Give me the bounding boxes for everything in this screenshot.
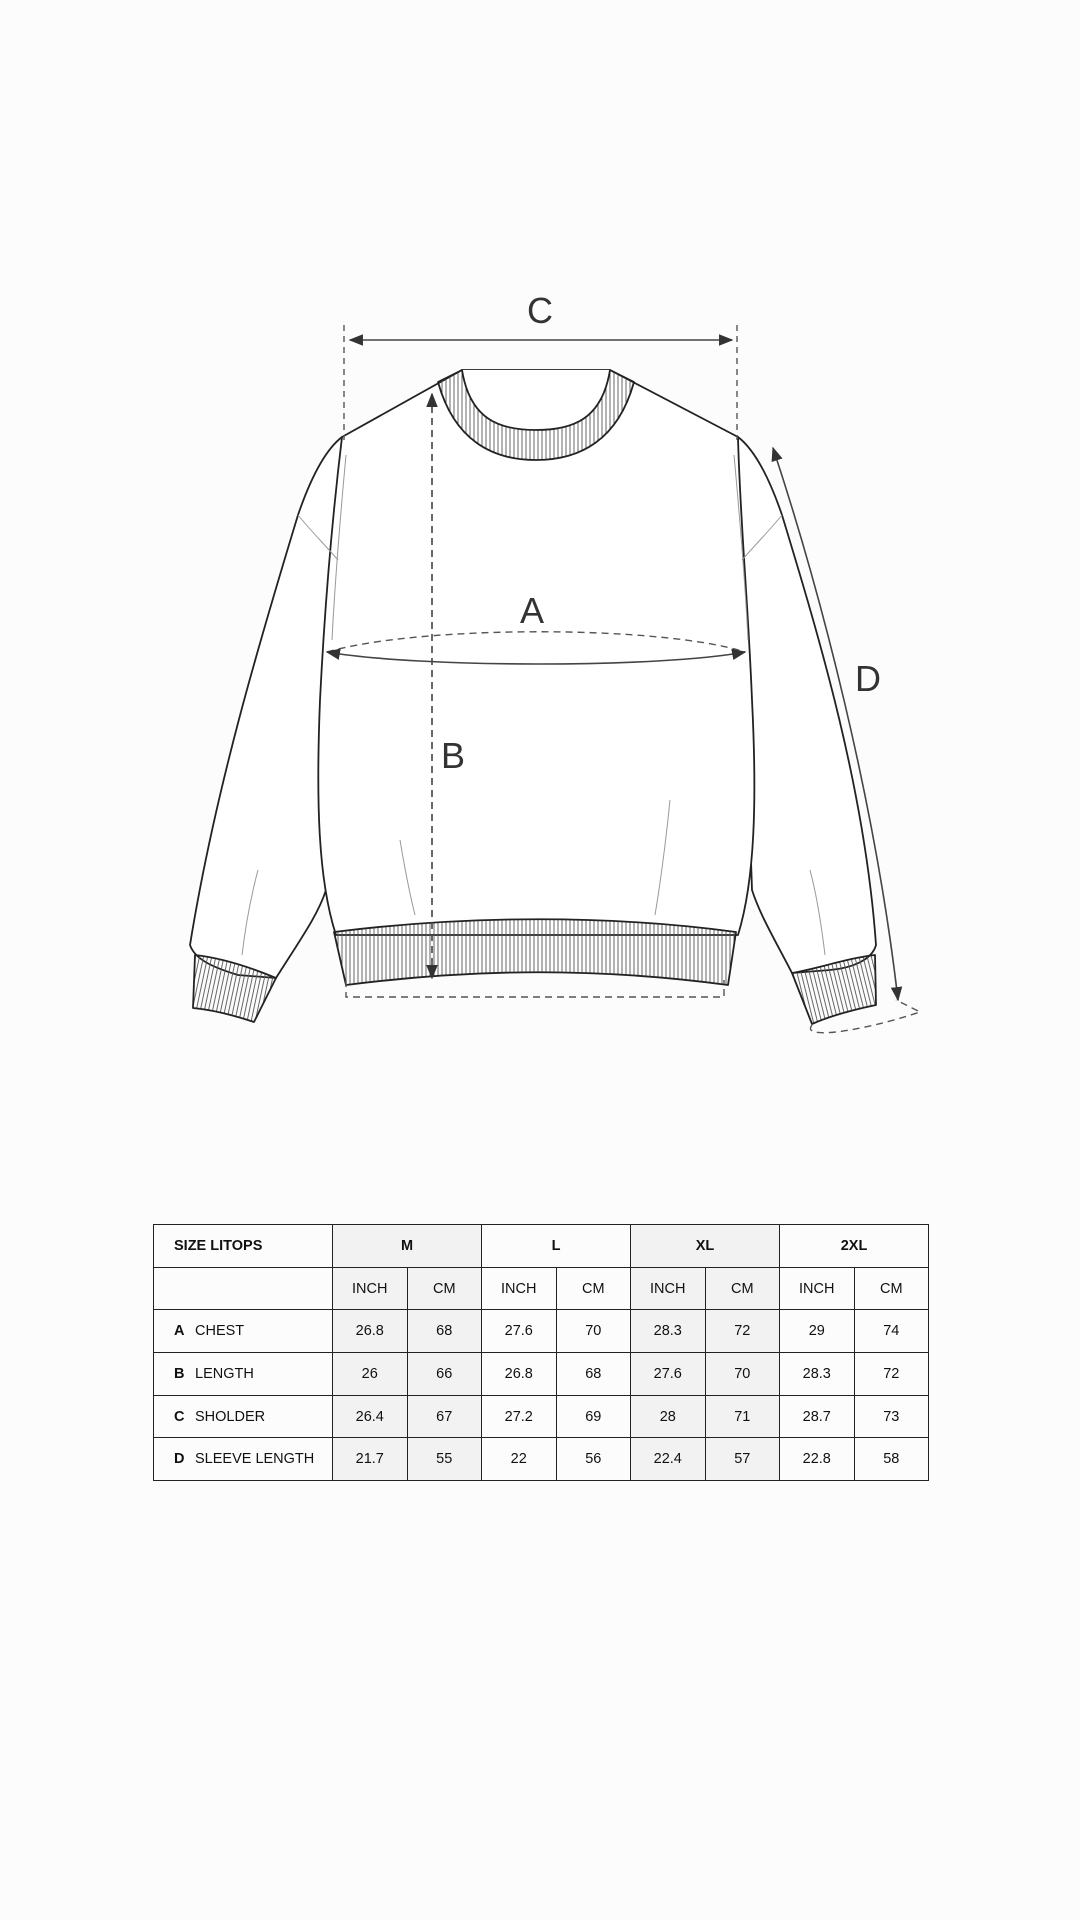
- value-cell: 73: [854, 1395, 929, 1438]
- table-row: [154, 1310, 929, 1353]
- label-sleeve: D: [855, 658, 881, 699]
- value-cell: 28.3: [780, 1353, 855, 1396]
- value-cell: 55: [407, 1438, 482, 1481]
- value-cell: 27.6: [631, 1353, 706, 1396]
- unit-inch: INCH: [482, 1267, 557, 1310]
- value-cell: 28: [631, 1395, 706, 1438]
- unit-inch: INCH: [631, 1267, 706, 1310]
- right-sleeve: [738, 437, 876, 973]
- value-cell: 68: [407, 1310, 482, 1353]
- row-key: D: [174, 1451, 185, 1468]
- size-m-header: M: [333, 1225, 482, 1268]
- value-cell: 67: [407, 1395, 482, 1438]
- row-label: [154, 1353, 333, 1396]
- unit-header-row: [154, 1267, 929, 1310]
- sweatshirt-outline: [190, 370, 876, 1024]
- row-name: CHEST: [195, 1323, 245, 1340]
- value-cell: 70: [705, 1353, 780, 1396]
- value-cell: 57: [705, 1438, 780, 1481]
- value-cell: 21.7: [333, 1438, 408, 1481]
- value-cell: 66: [407, 1353, 482, 1396]
- row-name: LENGTH: [195, 1365, 254, 1382]
- value-cell: 27.2: [482, 1395, 557, 1438]
- row-key: A: [174, 1323, 185, 1340]
- row-name: SLEEVE LENGTH: [195, 1451, 315, 1468]
- value-cell: 22: [482, 1438, 557, 1481]
- value-cell: 70: [556, 1310, 631, 1353]
- size-header-row: [154, 1225, 929, 1268]
- label-shoulder: C: [527, 290, 553, 331]
- value-cell: 28.3: [631, 1310, 706, 1353]
- unit-cm: CM: [854, 1267, 929, 1310]
- value-cell: 68: [556, 1353, 631, 1396]
- value-cell: 26.8: [482, 1353, 557, 1396]
- row-key: C: [174, 1408, 185, 1425]
- value-cell: 26.4: [333, 1395, 408, 1438]
- value-cell: 26.8: [333, 1310, 408, 1353]
- bottom-guide: [346, 980, 724, 997]
- row-name: SHOLDER: [195, 1408, 266, 1425]
- value-cell: 69: [556, 1395, 631, 1438]
- value-cell: 72: [705, 1310, 780, 1353]
- row-label: [154, 1310, 333, 1353]
- unit-inch: INCH: [333, 1267, 408, 1310]
- size-l-header: L: [482, 1225, 631, 1268]
- value-cell: 74: [854, 1310, 929, 1353]
- table-row: [154, 1438, 929, 1481]
- unit-cm: CM: [407, 1267, 482, 1310]
- hem-ribbing: [334, 919, 736, 985]
- empty-cell: [154, 1267, 333, 1310]
- value-cell: 22.8: [780, 1438, 855, 1481]
- value-cell: 29: [780, 1310, 855, 1353]
- size-chart-table: [153, 1224, 929, 1481]
- value-cell: 27.6: [482, 1310, 557, 1353]
- value-cell: 71: [705, 1395, 780, 1438]
- row-key: B: [174, 1365, 185, 1382]
- size-xl-header: XL: [631, 1225, 780, 1268]
- unit-inch: INCH: [780, 1267, 855, 1310]
- size-2xl-header: 2XL: [780, 1225, 929, 1268]
- brand-label: SIZE LITOPS: [154, 1225, 333, 1268]
- label-length: B: [440, 735, 466, 776]
- unit-cm: CM: [556, 1267, 631, 1310]
- value-cell: 26: [333, 1353, 408, 1396]
- table-row: [154, 1353, 929, 1396]
- row-label: [154, 1438, 333, 1481]
- value-cell: 72: [854, 1353, 929, 1396]
- value-cell: 22.4: [631, 1438, 706, 1481]
- value-cell: 28.7: [780, 1395, 855, 1438]
- table-row: [154, 1395, 929, 1438]
- label-chest: A: [519, 590, 545, 631]
- unit-cm: CM: [705, 1267, 780, 1310]
- value-cell: 58: [854, 1438, 929, 1481]
- row-label: [154, 1395, 333, 1438]
- value-cell: 56: [556, 1438, 631, 1481]
